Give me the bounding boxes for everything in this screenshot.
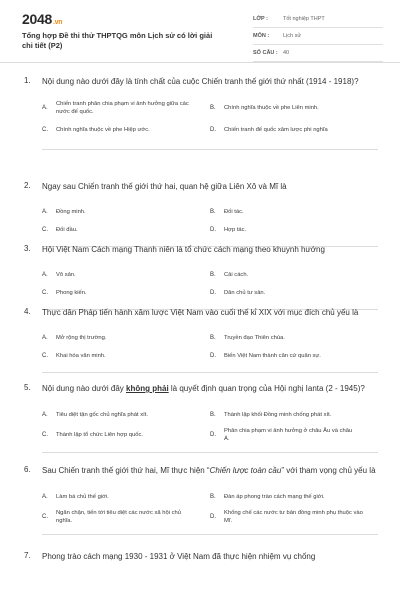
option-text: Đồng minh. [56,209,86,215]
doc-meta [253,11,383,62]
logo-text: 2048 [22,11,52,27]
option-text: Truyền đạo Thiên chúa. [224,335,285,341]
option-a[interactable] [42,328,210,348]
meta-label: LỚP : [253,16,268,22]
question-text-part: ” với tham vọng chủ yếu là [281,466,376,475]
option-letter: A. [42,209,48,215]
option-letter: C. [42,290,48,296]
options [42,265,378,301]
option-text: Tiêu diệt tận gốc chủ nghĩa phát xít. [56,412,148,418]
question-1 [0,76,400,181]
option-text: Khống chế các nước tư bản đồng minh phụ thuộc vào Mĩ. [224,510,363,524]
option-letter: B. [210,494,216,500]
option-c[interactable] [42,119,210,141]
meta-label: MÔN : [253,33,270,39]
option-b[interactable] [210,265,378,285]
question-text [42,465,378,477]
meta-row-subject [253,28,383,45]
option-text: Chính nghĩa thuộc về phe Liên minh. [224,105,319,111]
options [42,328,378,364]
page-header [0,0,400,63]
question-number: 1. [24,76,31,85]
option-letter: A. [42,335,48,341]
question-6 [0,465,400,551]
option-letter: D. [210,290,216,296]
option-d[interactable] [210,285,378,301]
option-a[interactable] [42,404,210,426]
divider [42,149,378,150]
option-text: Mở rộng thị trường. [56,335,107,341]
option-letter: B. [210,412,216,418]
option-letter: C. [42,353,48,359]
option-text: Đàn áp phong trào cách mạng thế giới. [224,494,325,500]
option-text: Khai hóa văn minh. [56,353,106,359]
option-letter: B. [210,105,216,111]
question-text: Phong trào cách mạng 1930 - 1931 ở Việt Nam đã thực hiện nhiệm vụ chống [42,552,316,561]
option-d[interactable] [210,508,378,526]
option-letter: B. [210,335,216,341]
divider [42,452,378,453]
question-text: Ngay sau Chiến tranh thế giới thứ hai, quan hệ giữa Liên Xô và Mĩ là [42,182,287,191]
option-d[interactable] [210,222,378,238]
options [42,202,378,238]
option-text: Thành lập khối Đồng minh chống phát xít. [224,412,332,418]
question-list [0,76,400,563]
question-text: Hội Việt Nam Cách mạng Thanh niên là tổ chức cách mạng theo khuynh hướng [42,245,325,254]
question-emphasis: Chiến lược toàn cầu [209,466,282,475]
option-text: Đối đầu. [56,227,78,233]
option-c[interactable] [42,508,210,526]
option-text: Phong kiến. [56,290,87,296]
option-text: Phân chia phạm vi ảnh hưởng ở châu Âu và châu Á. [224,428,353,442]
question-number: 6. [24,465,31,474]
question-number: 7. [24,551,31,560]
option-b[interactable] [210,404,378,426]
question-number: 3. [24,244,31,253]
question-emphasis: không phải [126,384,169,393]
question-5 [0,383,400,465]
option-letter: A. [42,494,48,500]
option-letter: D. [210,127,216,133]
option-d[interactable] [210,119,378,141]
option-b[interactable] [210,202,378,222]
option-letter: A. [42,272,48,278]
option-letter: D. [210,227,216,233]
question-text-part: là quyết định quan trọng của Hội nghị Ianta (2 - 1945)? [168,384,365,393]
option-d[interactable] [210,348,378,364]
option-letter: C. [42,432,48,438]
option-c[interactable] [42,222,210,238]
question-number: 2. [24,181,31,190]
option-d[interactable] [210,426,378,444]
option-text: Dân chủ tư sản. [224,290,266,296]
meta-value: 40 [283,50,290,56]
option-c[interactable] [42,285,210,301]
meta-value: Tốt nghiệp THPT [283,16,325,22]
question-text [42,383,378,395]
options [42,97,378,141]
site-logo[interactable] [22,11,62,27]
option-letter: C. [42,514,48,520]
option-text: Ngăn chặn, tiến tới tiêu diệt các nước xã hội chủ nghĩa. [56,510,181,524]
meta-label: SỐ CÂU : [253,50,278,56]
option-a[interactable] [42,97,210,119]
option-letter: A. [42,412,48,418]
option-a[interactable] [42,265,210,285]
option-letter: D. [210,432,216,438]
option-a[interactable] [42,486,210,508]
option-a[interactable] [42,202,210,222]
option-b[interactable] [210,97,378,119]
option-letter: C. [42,127,48,133]
option-text: Chiến tranh phân chia phạm vi ảnh hưởng giữa các nước đế quốc. [56,101,189,115]
question-number: 4. [24,307,31,316]
option-b[interactable] [210,486,378,508]
question-text-part: Nội dung nào dưới đây [42,384,126,393]
meta-row-class [253,11,383,28]
meta-row-count [253,45,383,62]
option-text: Vô sản. [56,272,76,278]
option-text: Chính nghĩa thuộc về phe Hiệp ước. [56,127,150,133]
option-text: Chiến tranh đế quốc xâm lược phi nghĩa [224,127,328,133]
option-b[interactable] [210,328,378,348]
question-3 [0,244,400,307]
option-text: Hợp tác. [224,227,247,233]
option-letter: B. [210,209,216,215]
question-4 [0,307,400,383]
meta-value: Lịch sử [283,33,302,39]
option-letter: B. [210,272,216,278]
question-text: Thực dân Pháp tiến hành xâm lược Việt Nam vào cuối thế kỉ XIX với mục đích chủ yếu là [42,308,359,317]
divider [42,372,378,373]
options [42,486,378,526]
question-7 [0,551,400,563]
option-text: Làm bá chủ thế giới. [56,494,109,500]
option-letter: C. [42,227,48,233]
options [42,404,378,444]
question-text-part: Sau Chiến tranh thế giới thứ hai, Mĩ thực hiện “ [42,466,210,475]
option-c[interactable] [42,348,210,364]
option-text: Đối tác. [224,209,244,215]
option-letter: D. [210,514,216,520]
divider [42,534,378,535]
question-2 [0,181,400,244]
option-letter: A. [42,105,48,111]
question-text: Nội dung nào dưới đây là tính chất của cuộc Chiến tranh thế giới thứ nhất (1914 - 1918)? [42,77,359,86]
option-text: Thành lập tổ chức Liên hợp quốc. [56,432,143,438]
option-text: Cải cách. [224,272,249,278]
option-text: Biến Việt Nam thành căn cứ quân sự. [224,353,321,359]
logo-suffix: .vn [52,19,63,26]
question-number: 5. [24,383,31,392]
doc-title: Tổng hợp Đề thi thử THPTQG môn Lịch sử có lời giải chi tiết (P2) [22,31,213,50]
option-c[interactable] [42,426,210,444]
option-letter: D. [210,353,216,359]
